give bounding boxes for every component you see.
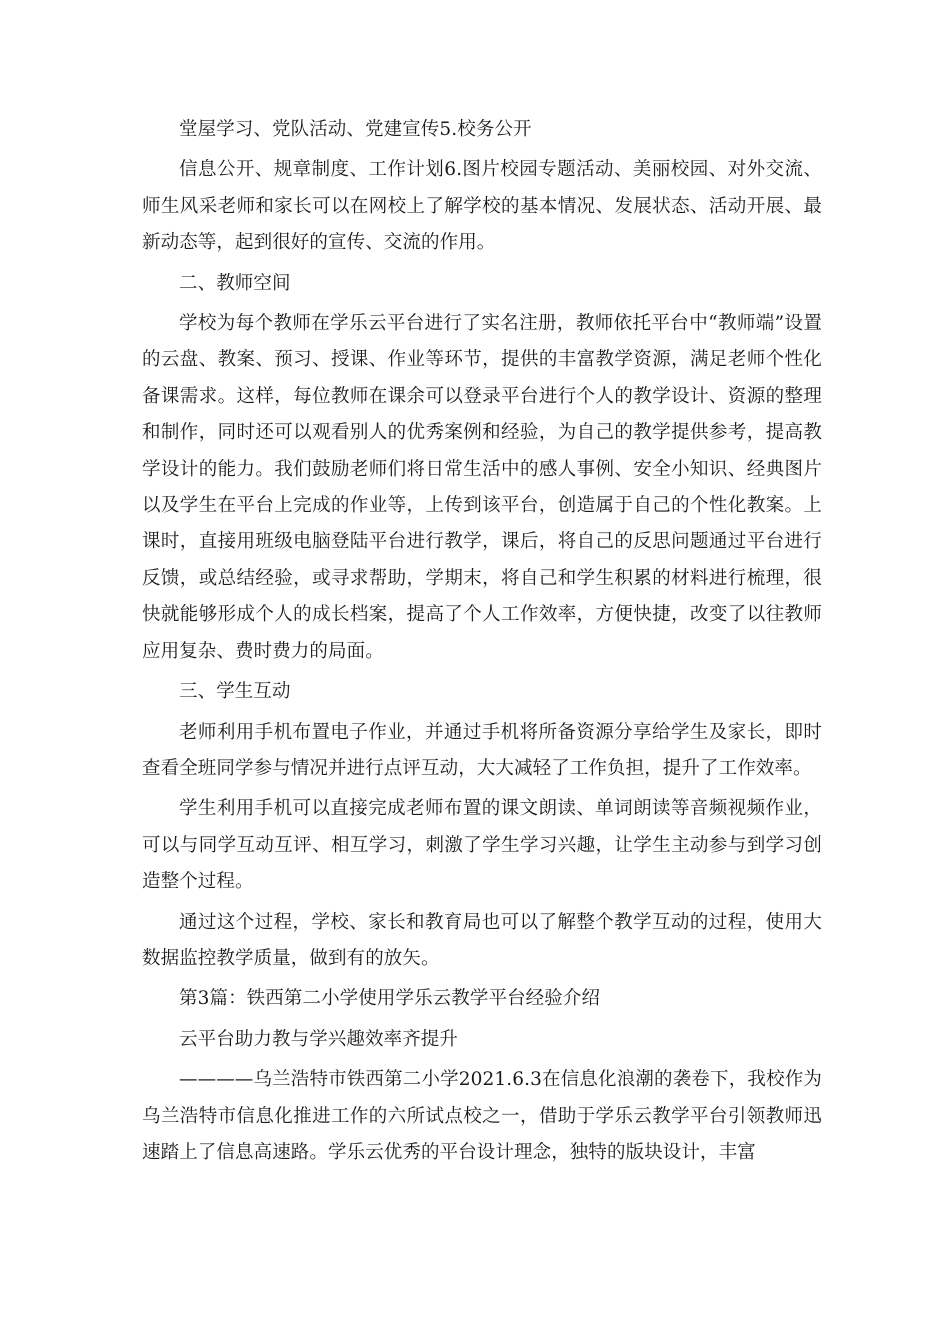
article-subtitle: 云平台助力教与学兴趣效率齐提升 <box>179 1028 459 1050</box>
paragraph-party-building: 堂屋学习、党队活动、党建宣传5.校务公开 <box>179 119 532 140</box>
paragraph-monitoring: 通过这个过程，学校、家长和教育局也可以了解整个教学互动的过程，使用大数据监控教学质量，做到有的放矢。 <box>142 911 822 969</box>
paragraph-info-disclosure: 信息公开、规章制度、工作计划6.图片校园专题活动、美丽校园、对外交流、师生风采老师和家长可以在网校上了解学校的基本情况、发展状态、活动开展、最新动态等，起到很好的宣传、交流的作用。 <box>142 159 822 254</box>
section-heading-teacher-space: 二、教师空间 <box>179 272 291 294</box>
article-title: 第3篇：铁西第二小学使用学乐云教学平台经验介绍 <box>179 988 601 1010</box>
paragraph-homework-phone: 老师利用手机布置电子作业，并通过手机将所备资源分享给学生及家长，即时查看全班同学参与情况并进行点评互动，大大减轻了工作负担，提升了工作效率。 <box>142 721 822 779</box>
paragraph-teacher-space: 学校为每个教师在学乐云平台进行了实名注册，教师依托平台中“教师端”设置的云盘、教案、预习、授课、作业等环节，提供的丰富教学资源，满足老师个性化备课需求。这样，每位教师在课余可以登录平台进行个人的教学设计、资源的整理和制作，同时还可以观看别人的优秀案例和经验，为自己的教学提供参考，提高教学设计的能力。我们鼓励老师们将日常生活中的感人事例、安全小知识、经典图片以及学生在平台上完成的作业等，上传到该平台，创造属于自己的个性化教案。上课时，直接用班级电脑登陆平台进行教学，课后，将自己的反思问题通过平台进行反馈，或总结经验，或寻求帮助，学期末，将自己和学生积累的材料进行梳理，很快就能够形成个人的成长档案，提高了个人工作效率，方便快捷，改变了以往教师应用复杂、费时费力的局面。 <box>142 313 822 662</box>
section-heading-student-interaction: 三、学生互动 <box>179 681 291 703</box>
document-body <box>142 112 822 1175</box>
paragraph-student-phone: 学生利用手机可以直接完成老师布置的课文朗读、单词朗读等音频视频作业，可以与同学互动互评、相互学习，刺激了学生学习兴趣，让学生主动参与到学习创造整个过程。 <box>142 798 822 893</box>
paragraph-intro: ————乌兰浩特市铁西第二小学2021.6.3在信息化浪潮的袭卷下，我校作为乌兰浩特市信息化推进工作的六所试点校之一，借助于学乐云教学平台引领教师迅速踏上了信息高速路。学乐云优秀的平台设计理念，独特的版块设计，丰富 <box>142 1069 822 1163</box>
